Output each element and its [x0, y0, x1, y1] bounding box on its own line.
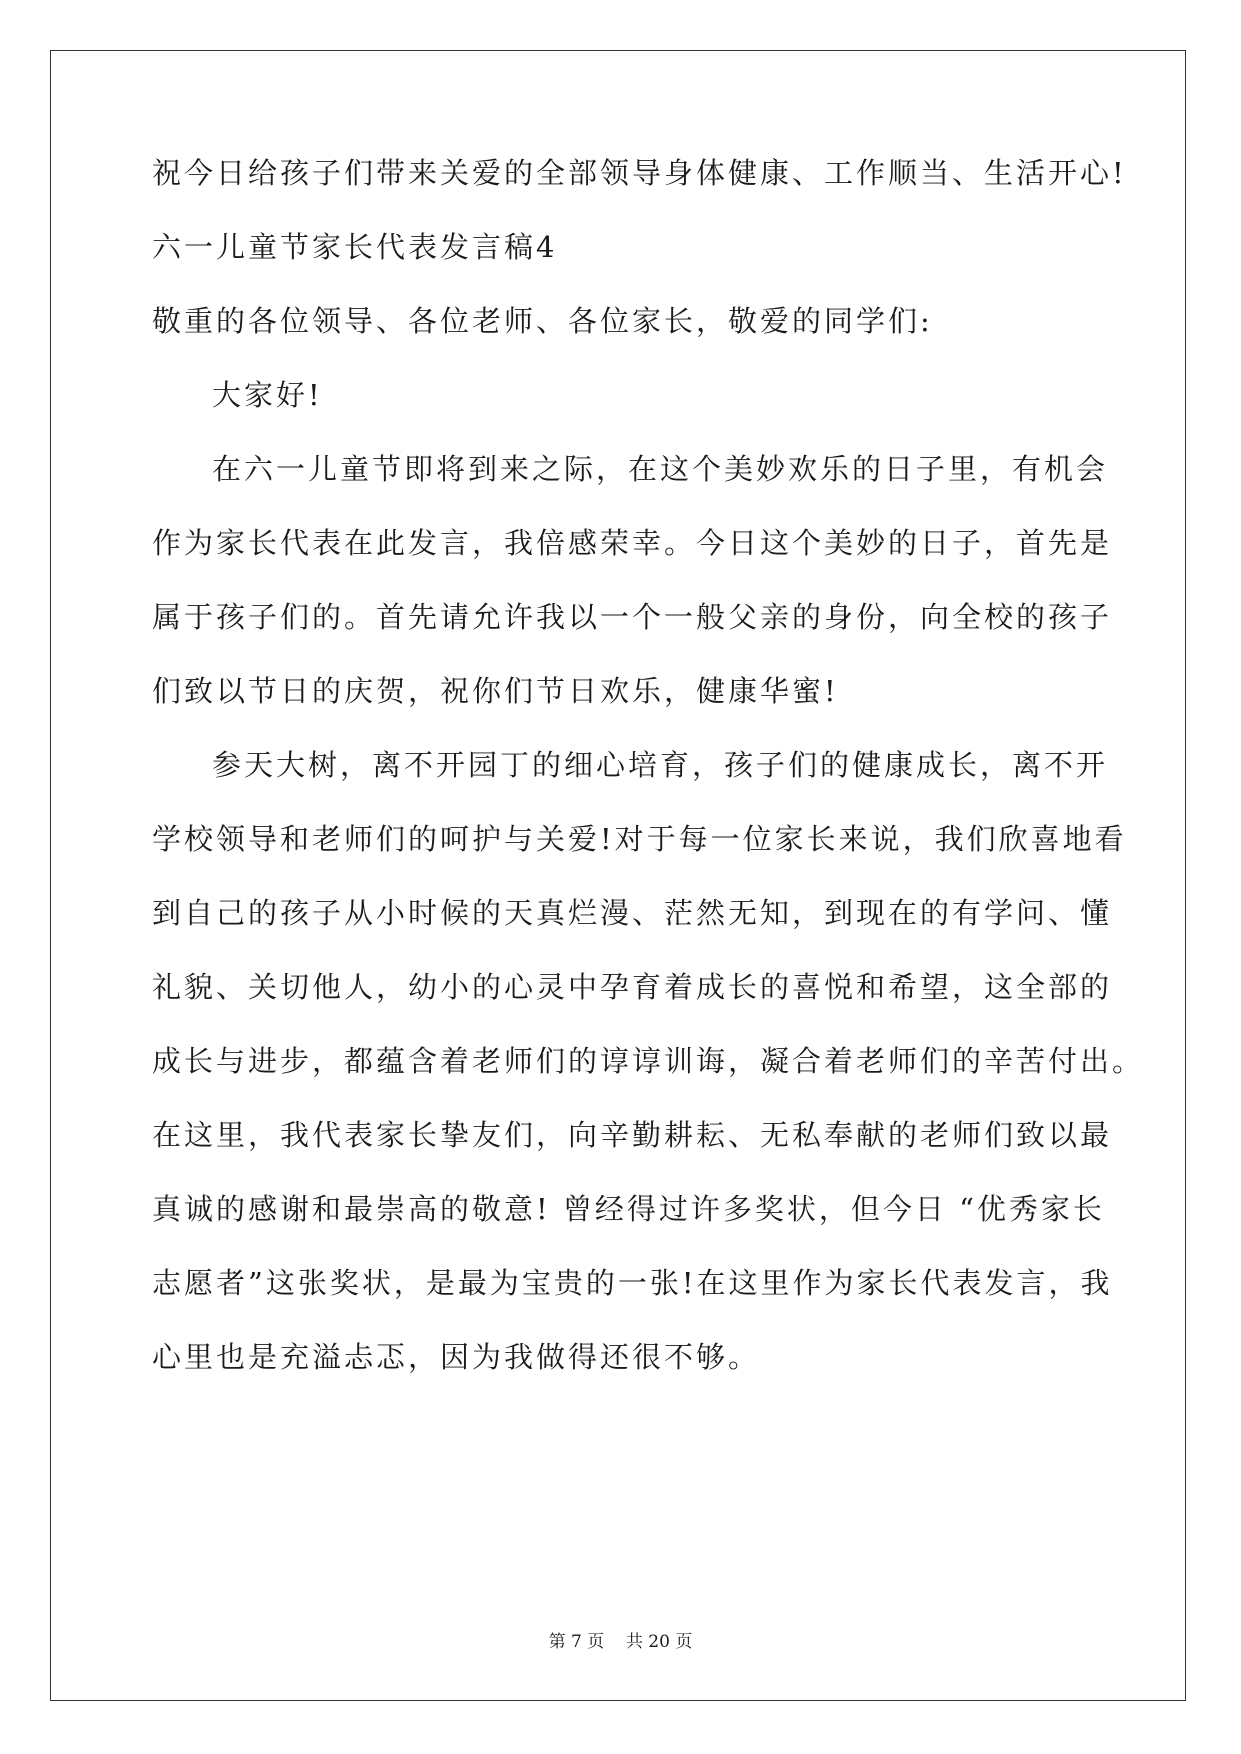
- page-number: 第 7 页 共 20 页: [548, 1632, 693, 1652]
- text-line: 属于孩子们的。首先请允许我以一个一般父亲的身份，向全校的孩子: [152, 600, 1113, 634]
- page-border: [50, 50, 1186, 1701]
- text-line: 成长与进步，都蕴含着老师们的谆谆训诲，凝合着老师们的辛苦付出。: [152, 1044, 1145, 1078]
- greeting-line: 大家好!: [212, 378, 323, 412]
- salutation-line: 敬重的各位领导、各位老师、各位家长，敬爱的同学们:: [152, 304, 933, 338]
- text-line: 祝今日给孩子们带来关爱的全部领导身体健康、工作顺当、生活开心!: [152, 156, 1127, 190]
- text-line: 在这里，我代表家长挚友们，向辛勤耕耘、无私奉献的老师们致以最: [152, 1118, 1113, 1152]
- text-line: 心里也是充溢忐忑，因为我做得还很不够。: [152, 1340, 761, 1374]
- text-line: 礼貌、关切他人，幼小的心灵中孕育着成长的喜悦和希望，这全部的: [152, 970, 1113, 1004]
- text-line: 作为家长代表在此发言，我倍感荣幸。今日这个美妙的日子，首先是: [152, 526, 1113, 560]
- text-line: 学校领导和老师们的呵护与关爱!对于每一位家长来说，我们欣喜地看: [152, 822, 1127, 856]
- section-heading: 六一儿童节家长代表发言稿4: [152, 230, 558, 264]
- text-line: 志愿者”这张奖状，是最为宝贵的一张!在这里作为家长代表发言，我: [152, 1266, 1113, 1300]
- text-line: 到自己的孩子从小时候的天真烂漫、茫然无知，到现在的有学问、懂: [152, 896, 1113, 930]
- text-line: 们致以节日的庆贺，祝你们节日欢乐，健康华蜜!: [152, 674, 839, 708]
- text-line: 在六一儿童节即将到来之际，在这个美妙欢乐的日子里，有机会: [212, 452, 1109, 486]
- text-line: 参天大树，离不开园丁的细心培育，孩子们的健康成长，离不开: [212, 748, 1109, 782]
- text-line: 真诚的感谢和最崇高的敬意! 曾经得过许多奖状，但今日 “优秀家长: [152, 1192, 1105, 1226]
